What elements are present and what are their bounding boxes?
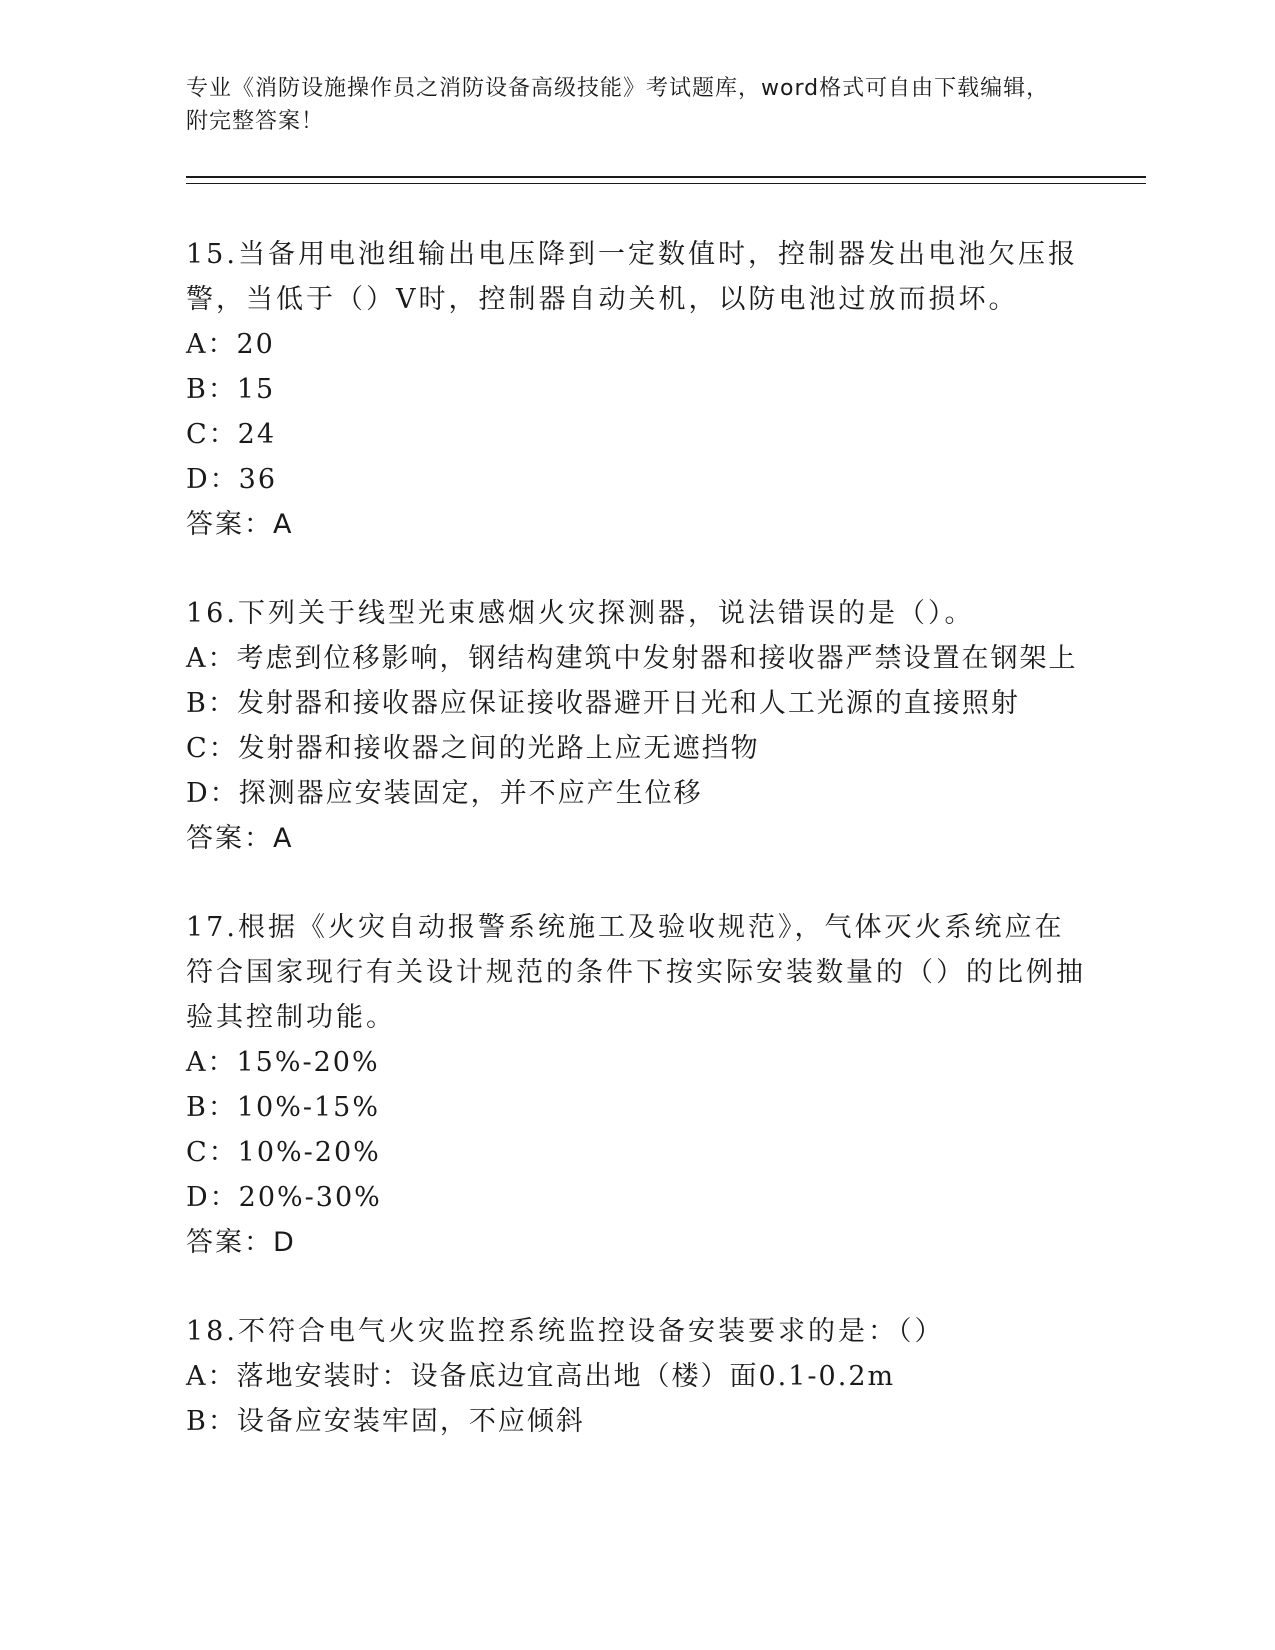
question-stem: 17.根据《火灾自动报警系统施工及验收规范》，气体灭火系统应在符合国家现行有关设计规范的条件下按实际安装数量的（）的比例抽验其控制功能。	[186, 912, 1086, 1033]
option-a: A：15%-20%	[186, 1047, 380, 1078]
option-c: C：24	[186, 419, 277, 450]
option-b: B：设备应安装牢固，不应倾斜	[186, 1406, 585, 1437]
question-stem: 16.下列关于线型光束感烟火灾探测器，说法错误的是（）。	[186, 598, 975, 629]
option-d: D：20%-30%	[186, 1182, 382, 1213]
question-list	[186, 232, 1086, 1488]
answer: 答案：A	[186, 823, 294, 854]
option-a: A：落地安装时：设备底边宜高出地（楼）面0.1-0.2m	[186, 1361, 896, 1392]
answer: 答案：D	[186, 1227, 296, 1258]
question-stem: 15.当备用电池组输出电压降到一定数值时，控制器发出电池欠压报警，当低于（）V时，控制器自动关机，以防电池过放而损坏。	[186, 239, 1078, 315]
header-divider	[186, 176, 1146, 184]
option-d: D：探测器应安装固定，并不应产生位移	[186, 778, 703, 809]
question-15	[186, 232, 1086, 547]
document-header: 专业《消防设施操作员之消防设备高级技能》考试题库，word格式可自由下载编辑，附完整答案！	[186, 76, 1050, 134]
option-a: A：考虑到位移影响，钢结构建筑中发射器和接收器严禁设置在钢架上	[186, 643, 1078, 674]
question-17	[186, 905, 1086, 1265]
option-d: D：36	[186, 464, 278, 495]
option-b: B：15	[186, 374, 276, 405]
option-c: C：10%-20%	[186, 1137, 381, 1168]
question-stem: 18.不符合电气火灾监控系统监控设备安装要求的是：（）	[186, 1316, 945, 1347]
option-b: B：发射器和接收器应保证接收器避开日光和人工光源的直接照射	[186, 688, 1020, 719]
answer: 答案：A	[186, 509, 294, 540]
option-b: B：10%-15%	[186, 1092, 380, 1123]
question-18	[186, 1309, 1086, 1444]
question-16	[186, 591, 1086, 861]
option-c: C：发射器和接收器之间的光路上应无遮挡物	[186, 733, 760, 764]
option-a: A：20	[186, 329, 275, 360]
